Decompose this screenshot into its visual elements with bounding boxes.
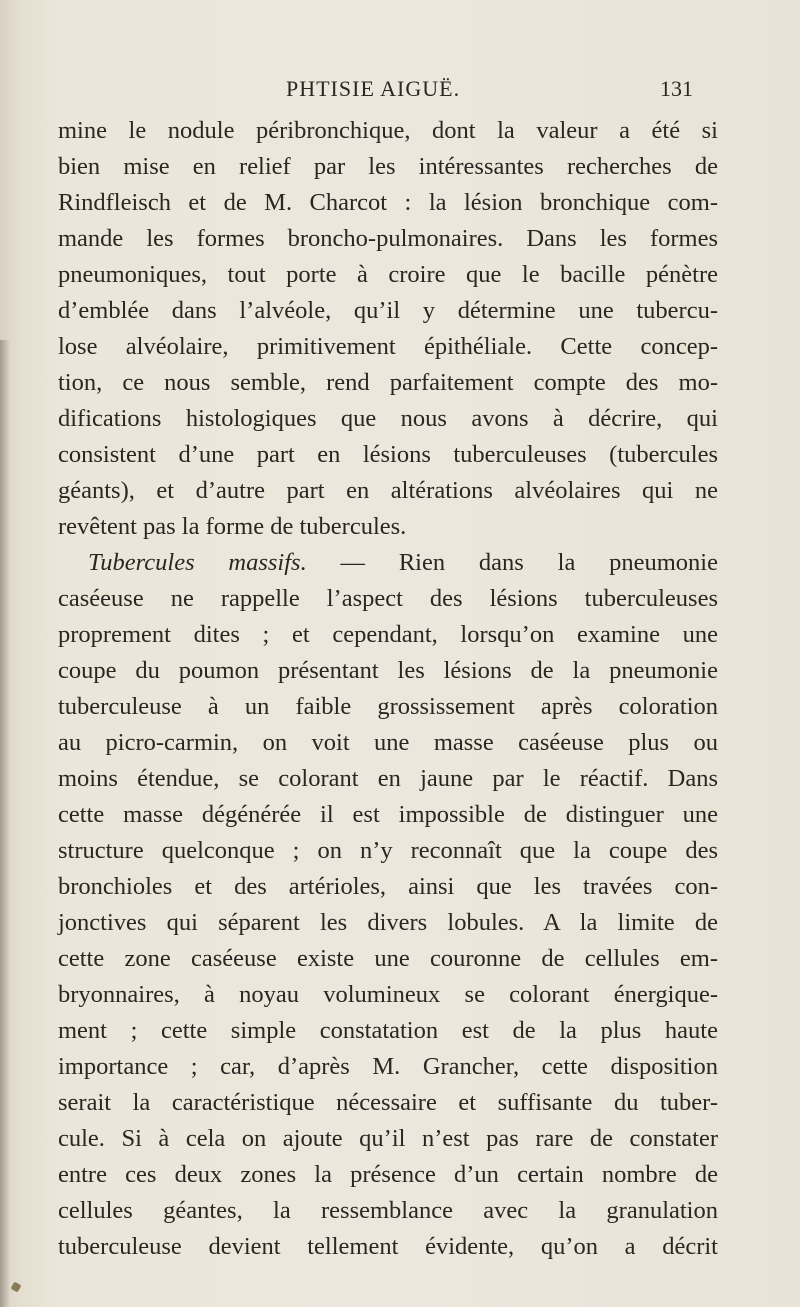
text-line: au picro-carmin, on voit une masse caséeuse plus ou xyxy=(58,729,718,756)
text-line: difications histologiques que nous avons à décrire, qui xyxy=(58,405,718,432)
text-line: proprement dites ; et cependant, lorsqu’on examine une xyxy=(58,621,718,648)
running-title: PHTISIE AIGUË. xyxy=(286,76,461,101)
text-line: ment ; cette simple constatation est de la plus haute xyxy=(58,1017,718,1044)
text-line: Rindfleisch et de M. Charcot : la lésion bronchique com- xyxy=(58,189,718,216)
text-line: cellules géantes, la ressemblance avec la granulation xyxy=(58,1197,718,1224)
text-line: bronchioles et des artérioles, ainsi que les travées con- xyxy=(58,873,718,900)
text-line: consistent d’une part en lésions tuberculeuses (tubercules xyxy=(58,441,718,468)
text-line: bien mise en relief par les intéressantes recherches de xyxy=(58,153,718,180)
text-line: cette zone caséeuse existe une couronne de cellules em- xyxy=(58,945,718,972)
binding-gutter-shadow xyxy=(0,340,10,1307)
text-line: entre ces deux zones la présence d’un certain nombre de xyxy=(58,1161,718,1188)
text-line: coupe du poumon présentant les lésions de la pneumonie xyxy=(58,657,718,684)
text-line: importance ; car, d’après M. Grancher, cette disposition xyxy=(58,1053,718,1080)
running-head xyxy=(0,76,800,110)
text-line: caséeuse ne rappelle l’aspect des lésions tuberculeuses xyxy=(58,585,718,612)
paper-speck xyxy=(11,1282,22,1293)
text-line: moins étendue, se colorant en jaune par le réactif. Dans xyxy=(58,765,718,792)
text-line: bryonnaires, à noyau volumineux se colorant énergique- xyxy=(58,981,718,1008)
text-line: d’emblée dans l’alvéole, qu’il y détermine une tubercu- xyxy=(58,297,718,324)
text-line: tuberculeuse à un faible grossissement après coloration xyxy=(58,693,718,720)
text-line: revêtent pas la forme de tubercules. xyxy=(58,513,407,540)
text-line: géants), et d’autre part en altérations alvéolaires qui ne xyxy=(58,477,718,504)
text-line: cule. Si à cela on ajoute qu’il n’est pas rare de constater xyxy=(58,1125,718,1152)
page-number: 131 xyxy=(660,76,693,101)
text-line: tion, ce nous semble, rend parfaitement compte des mo- xyxy=(58,369,718,396)
text-line: cette masse dégénérée il est impossible de distinguer une xyxy=(58,801,718,828)
text-line: serait la caractéristique nécessaire et suffisante du tuber- xyxy=(58,1089,718,1116)
section-heading: Tubercules massifs. xyxy=(88,549,307,576)
text-line: tuberculeuse devient tellement évidente, qu’on a décrit xyxy=(58,1233,718,1260)
text-line: jonctives qui séparent les divers lobules. A la limite de xyxy=(58,909,718,936)
section-first-line xyxy=(58,545,718,581)
body-text xyxy=(58,113,718,1265)
text-line: mande les formes broncho-pulmonaires. Dans les formes xyxy=(58,225,718,252)
text-line: mine le nodule péribronchique, dont la valeur a été si xyxy=(58,117,718,144)
text-line: pneumoniques, tout porte à croire que le bacille pénètre xyxy=(58,261,718,288)
section-first-line-rest: — Rien dans la pneumonie xyxy=(306,549,718,576)
text-line: lose alvéolaire, primitivement épithéliale. Cette concep- xyxy=(58,333,718,360)
text-line: structure quelconque ; on n’y reconnaît que la coupe des xyxy=(58,837,718,864)
